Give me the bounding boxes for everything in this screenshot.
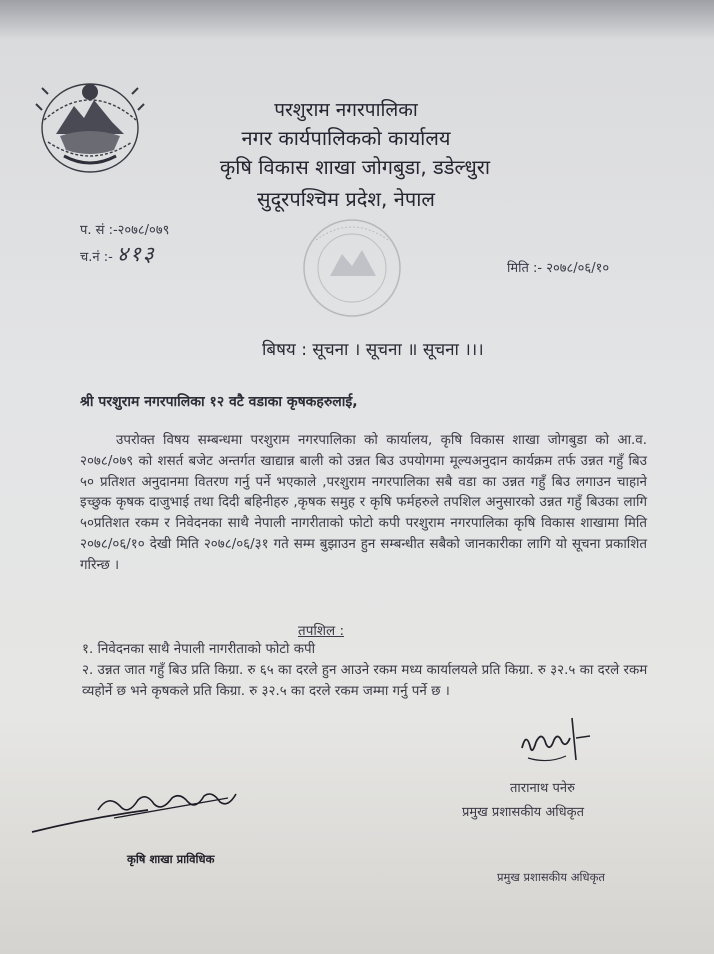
notice-body: उपरोक्त विषय सम्बन्धमा परशुराम नगरपालिका को कार्यालय, कृषि विकास शाखा जोगबुडा को आ.व. २०७८/०७९ को शसर्त बजेट अन्तर्गत खाद्यान्न बाली को उन्नत बिउ उपयोगमा मूल्यअनुदान कार्यक्रम तर्फ उन्नत गहुँ बिउ ५० प्रतिशत अनुदानमा वितरण गर्नु पर्ने भएकाले ,परशुराम नगरपालिका सबै वडा का उन्नत गहुँ बिउ लगाउन चाहाने इच्छुक कृषक दाजुभाई तथा दिदी बहिनीहरु ,कृषक समुह र कृषि फर्महरुले तपशिल अनुसारको उन्नत गहुँ बिउका लागि ५०प्रतिशत रकम र निवेदनका साथै नेपाली नागरीताको फोटो कपी परशुराम नगरपालिका कृषि विकास शाखामा मिति २०७८/०६/१० देखी मिति २०७८/०६/३१ गते सम्म बुझाउन हुन सम्बन्धीत सबैको जानकारीका लागि यो सूचना प्रकाशित गरिन्छ । <box>80 433 647 573</box>
details-heading: तपशिल : <box>298 623 345 639</box>
officer-stamp: प्रमुख प्रशासकीय अधिकृत <box>497 870 605 884</box>
paper-shadow <box>0 0 714 40</box>
officer-signature-icon <box>514 712 594 768</box>
letter-date: मिति :- २०७८/०६/१० <box>507 261 610 276</box>
signatory-name: तारानाथ पनेरु <box>510 781 575 796</box>
dispatch-number-row <box>80 240 156 268</box>
letter-number: प. सं :-२०७८/०७९ <box>80 223 170 238</box>
list-item: २. उन्नत जात गहुँ बिउ प्रति किग्रा. रु ६५ का दरले हुन आउने रकम मध्य कार्यालयले प्रति किग्रा. रु ३२.५ का दरले रकम व्यहोर्ने छ भने कृषकले प्रति किग्रा. रु ३२.५ का दरले रकम जम्मा गर्नु पर्ने छ । <box>82 663 648 699</box>
dispatch-label: च.नं :- <box>80 250 113 265</box>
office-name: नगर कार्यपालिकको कार्यालय <box>241 126 451 150</box>
province-name: सुदूरपश्चिम प्रदेश, नेपाल <box>257 187 435 211</box>
addressee: श्री परशुराम नगरपालिका १२ वटै वडाका कृषकहरुलाई, <box>80 394 358 410</box>
dispatch-number: ४१३ <box>116 242 156 266</box>
office-seal-watermark-icon <box>296 210 408 328</box>
branch-name: कृषि विकास शाखा जोगबुडा, डडेल्धुरा <box>219 155 491 179</box>
subject-line: बिषय : सूचना । सूचना ॥ सूचना ।।। <box>262 340 484 360</box>
technician-signature-icon <box>28 788 248 840</box>
technician-stamp: कृषि शाखा प्राविधिक <box>127 852 215 866</box>
details-list <box>82 639 662 702</box>
list-item: १. निवेदनका साथै नेपाली नागरीताको फोटो कपी <box>82 642 316 657</box>
municipality-name: परशुराम नगरपालिका <box>274 99 418 121</box>
signatory-title: प्रमुख प्रशासकीय अधिकृत <box>462 805 585 820</box>
